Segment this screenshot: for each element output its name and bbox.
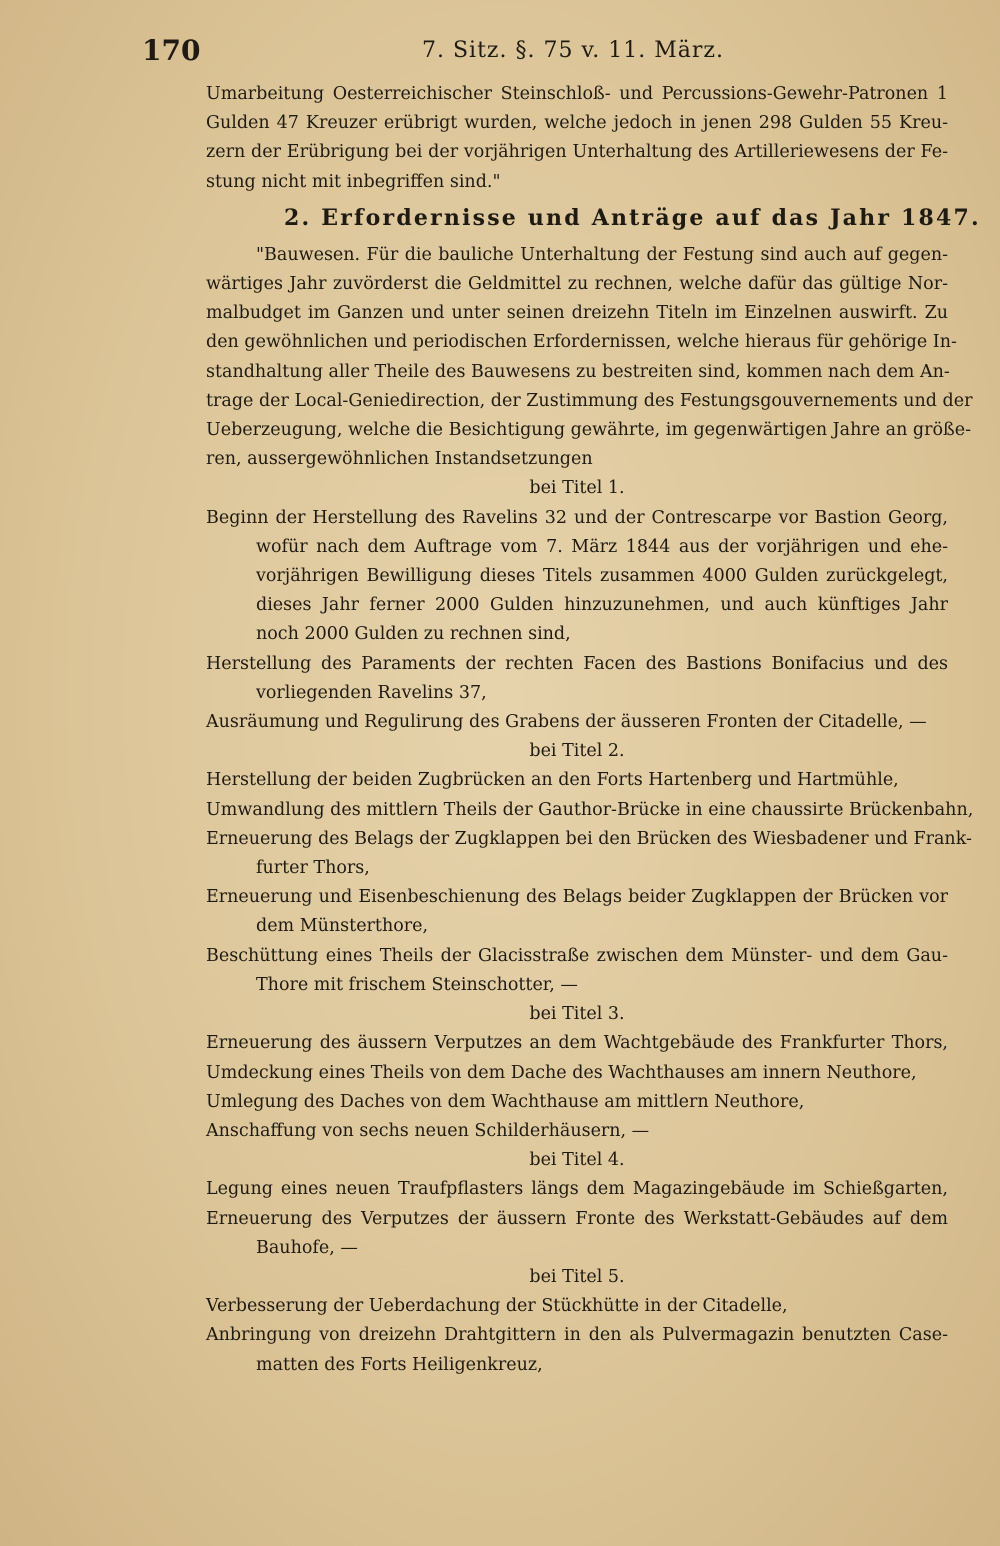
body-text	[206, 80, 981, 1380]
text-line: Thore mit frischem Steinschotter, —	[256, 974, 578, 995]
text-line: dieses Jahr ferner 2000 Gulden hinzuzunehmen, und auch künftiges Jahr	[256, 595, 948, 616]
text-line: malbudget im Ganzen und unter seinen dreizehn Titeln im Einzelnen auswirft. Zu	[206, 303, 948, 324]
text-line: dem Münsterthore,	[256, 916, 429, 937]
text-line: Anschaffung von sechs neuen Schilderhäusern, —	[206, 1120, 650, 1141]
text-line: Erneuerung des äussern Verputzes an dem Wachtgebäude des Frankfurter Thors,	[206, 1033, 948, 1054]
title-subheading: bei Titel 5.	[529, 1266, 625, 1287]
text-line: "Bauwesen. Für die bauliche Unterhaltung der Festung sind auch auf gegen-	[256, 244, 948, 265]
text-line: Verbesserung der Ueberdachung der Stückhütte in der Citadelle,	[206, 1296, 788, 1317]
text-line: Herstellung der beiden Zugbrücken an den Forts Hartenberg und Hartmühle,	[206, 770, 899, 791]
text-line: Legung eines neuen Traufpflasters längs dem Magazingebäude im Schießgarten,	[206, 1179, 948, 1200]
text-line: vorliegenden Ravelins 37,	[256, 682, 487, 703]
text-line: Gulden 47 Kreuzer erübrigt wurden, welche jedoch in jenen 298 Gulden 55 Kreu-	[206, 113, 948, 134]
title-subheading: bei Titel 2.	[529, 741, 625, 762]
text-line: zern der Erübrigung bei der vorjährigen Unterhaltung des Artilleriewesens der Fe-	[206, 142, 948, 163]
text-line: Ueberzeugung, welche die Besichtigung gewährte, im gegenwärtigen Jahre an größe-	[206, 420, 971, 441]
title-subheading: bei Titel 1.	[529, 478, 625, 499]
text-line: Umlegung des Daches von dem Wachthause am mittlern Neuthore,	[206, 1091, 805, 1112]
text-line: Beschüttung eines Theils der Glacisstraße zwischen dem Münster- und dem Gau-	[206, 945, 948, 966]
text-line: vorjährigen Bewilligung dieses Titels zusammen 4000 Gulden zurückgelegt,	[256, 566, 948, 587]
text-line: Erneuerung und Eisenbeschienung des Belags beider Zugklappen der Brücken vor	[206, 887, 948, 908]
text-line: standhaltung aller Theile des Bauwesens zu bestreiten sind, kommen nach dem An-	[206, 361, 950, 382]
text-line: noch 2000 Gulden zu rechnen sind,	[256, 624, 571, 645]
text-line: Beginn der Herstellung des Ravelins 32 und der Contrescarpe vor Bastion Georg,	[206, 507, 948, 528]
text-line: Erneuerung des Belags der Zugklappen bei den Brücken des Wiesbadener und Frank-	[206, 828, 972, 849]
page-header	[142, 30, 862, 74]
text-line: Umwandlung des mittlern Theils der Gauthor-Brücke in eine chaussirte Brückenbahn,	[206, 799, 974, 820]
text-line: wofür nach dem Auftrage vom 7. März 1844 aus der vorjährigen und ehe-	[256, 536, 948, 557]
running-head: 7. Sitz. §. 75 v. 11. März.	[422, 38, 725, 63]
text-line: den gewöhnlichen und periodischen Erfordernissen, welche hieraus für gehörige In-	[206, 332, 957, 353]
text-line: Herstellung des Paraments der rechten Facen des Bastions Bonifacius und des	[206, 653, 948, 674]
title-subheading: bei Titel 3.	[529, 1004, 625, 1025]
text-line: matten des Forts Heiligenkreuz,	[256, 1354, 543, 1375]
text-line: Erneuerung des Verputzes der äussern Fronte des Werkstatt-Gebäudes auf dem	[206, 1208, 948, 1229]
text-line: wärtiges Jahr zuvörderst die Geldmittel zu rechnen, welche dafür das gültige Nor-	[206, 274, 948, 295]
text-line: Ausräumung und Regulirung des Grabens der äusseren Fronten der Citadelle, —	[206, 712, 927, 733]
text-line: ren, aussergewöhnlichen Instandsetzungen	[206, 449, 593, 470]
text-line: trage der Local-Geniedirection, der Zustimmung des Festungsgouvernements und der	[206, 390, 973, 411]
section-heading: 2. Erfordernisse und Anträge auf das Jahr 1847.	[284, 204, 981, 231]
text-line: Umdeckung eines Theils von dem Dache des Wachthauses am innern Neuthore,	[206, 1062, 917, 1083]
text-line: Bauhofe, —	[256, 1237, 358, 1258]
title-subheading: bei Titel 4.	[529, 1150, 625, 1171]
text-line: stung nicht mit inbegriffen sind."	[206, 171, 501, 192]
page-number: 170	[142, 34, 201, 67]
text-line: Anbringung von dreizehn Drahtgittern in den als Pulvermagazin benutzten Case-	[206, 1325, 948, 1346]
text-line: furter Thors,	[256, 858, 370, 879]
text-line: Umarbeitung Oesterreichischer Steinschloß- und Percussions-Gewehr-Patronen 1	[206, 84, 948, 104]
